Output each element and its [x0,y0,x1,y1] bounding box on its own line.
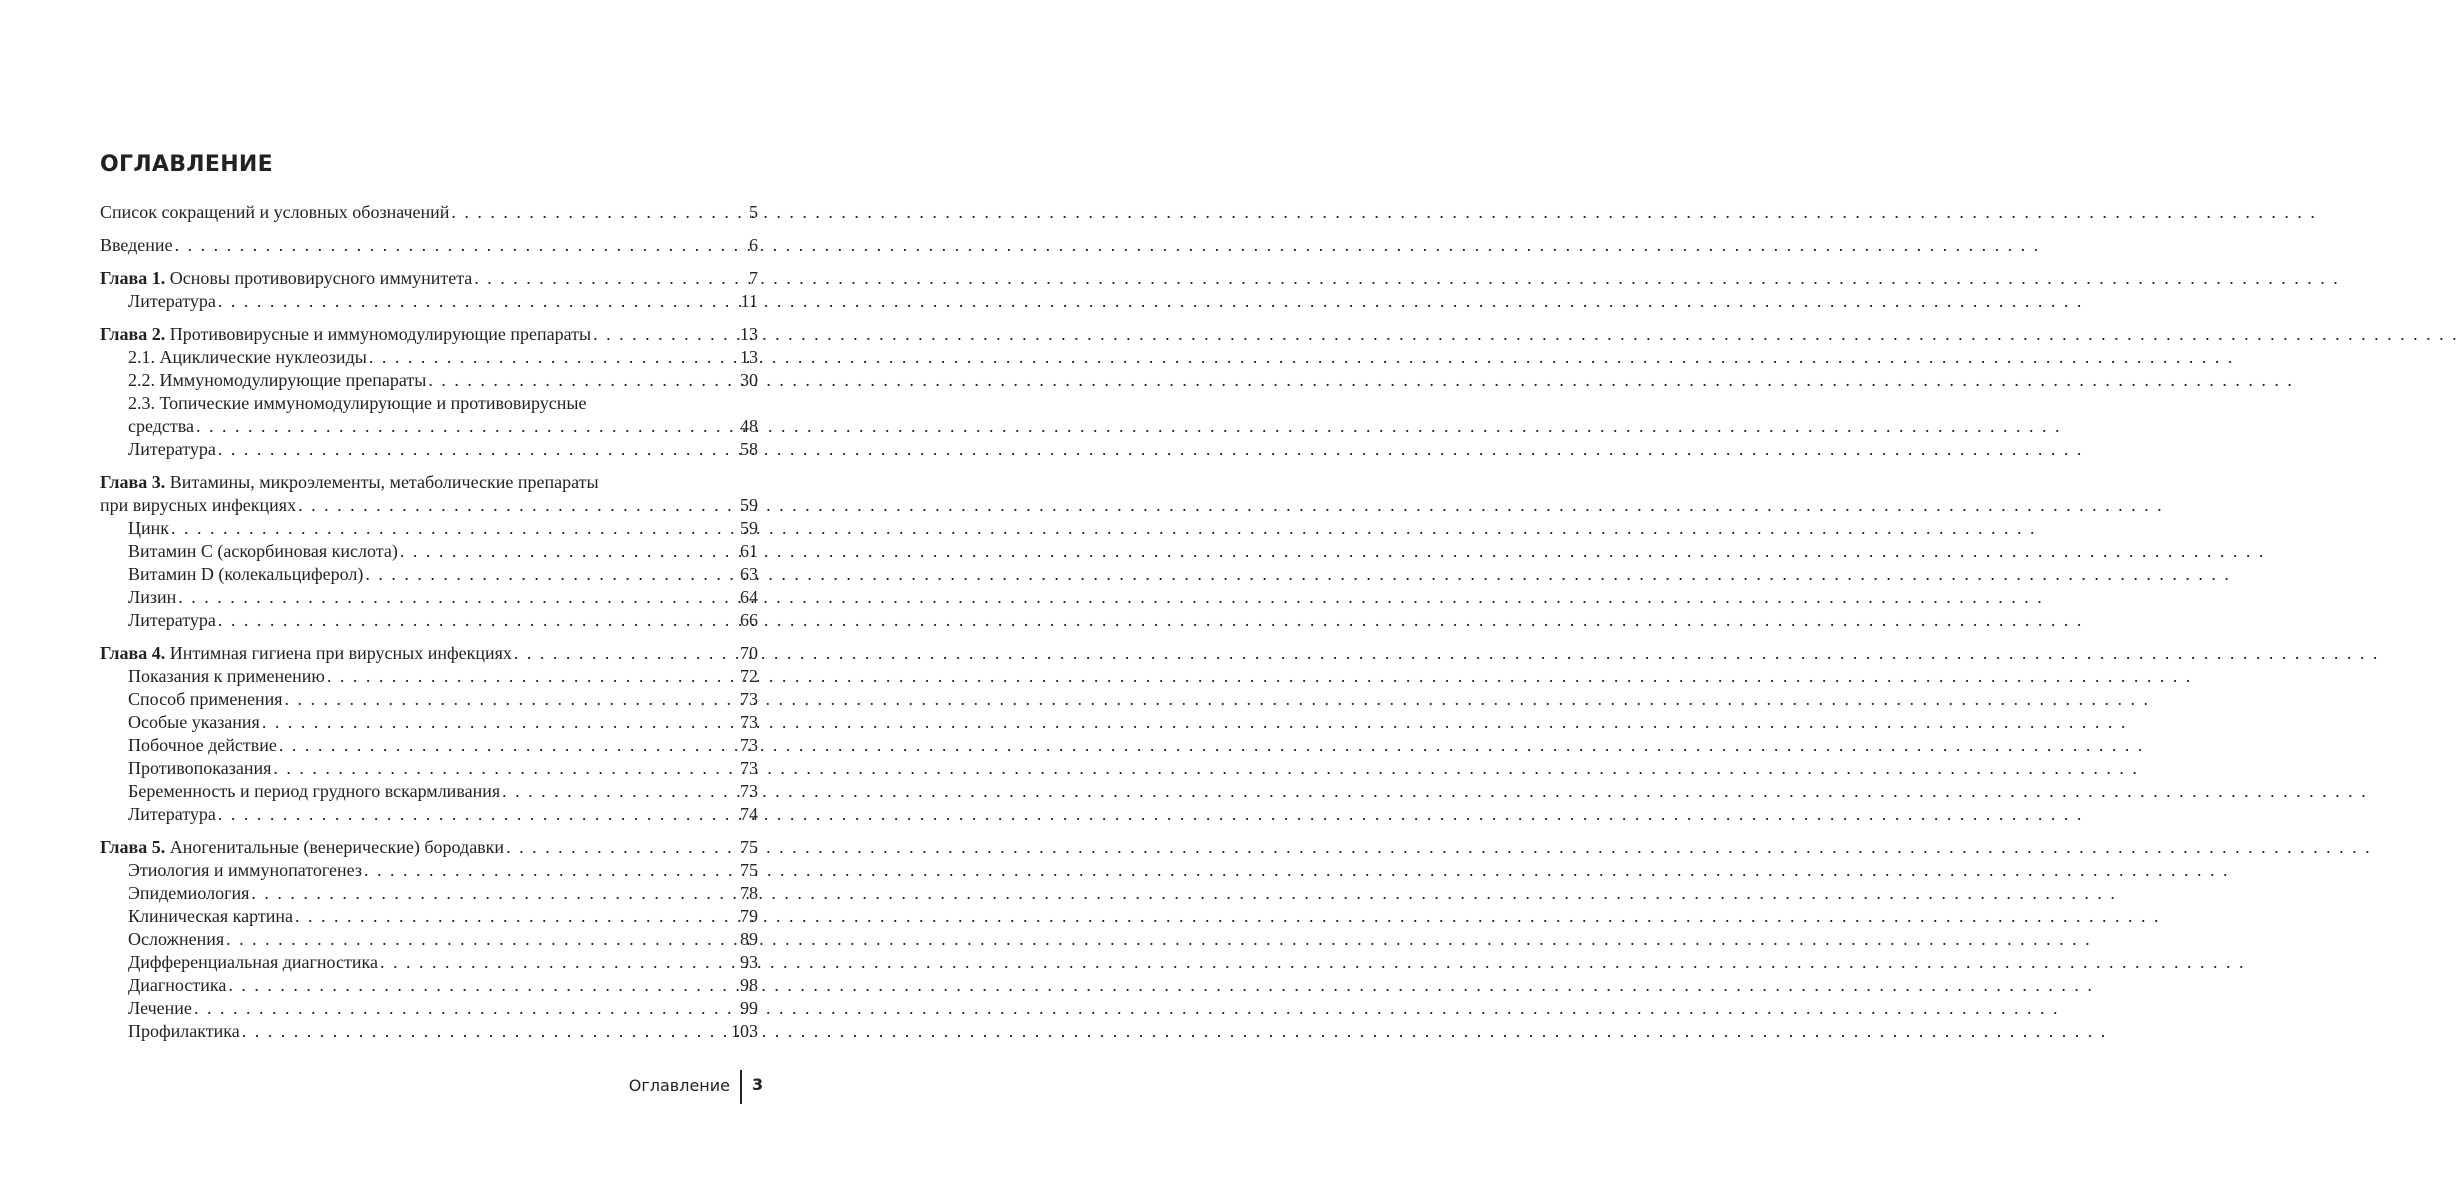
toc-chapter-4[interactable] [100,642,758,665]
toc-page-number: 6 [749,235,758,255]
toc-page-number: 5 [749,202,758,222]
toc-entry[interactable] [100,757,758,780]
toc-page-number: 61 [740,541,758,561]
toc-page-number: 30 [740,370,758,390]
toc-entry-label: Витамин C (аскорбиновая кислота) [128,541,398,561]
toc-chapter-3[interactable] [100,471,758,494]
toc-entry-label: Побочное действие [128,735,277,755]
chapter-5-group [100,836,758,1043]
toc-entry-label: Дифференциальная диагностика [128,952,378,972]
toc-entry[interactable] [100,517,758,540]
dot-leader [365,563,735,586]
toc-entry-label: 2.1. Ациклические нуклеозиды [128,347,367,367]
toc-page-number: 73 [740,735,758,755]
toc-entry[interactable] [100,540,758,563]
toc-page-number: 11 [740,291,758,311]
toc-entry-literature[interactable] [100,438,758,461]
toc-entry-label: Витамин D (колекальциферол) [128,564,364,584]
dot-leader [218,438,735,461]
toc-page-number: 13 [740,324,758,344]
toc-page-number: 64 [740,587,758,607]
toc-page-number: 48 [740,416,758,436]
dot-leader [285,688,735,711]
toc-entry-label: средства [128,416,195,436]
chapter-title: Основы противовирусного иммунитета [169,268,473,288]
toc-entry[interactable] [100,951,758,974]
toc-chapter-1[interactable] [100,267,758,290]
toc-entry-abbreviations[interactable] [100,201,758,224]
toc-page-number: 89 [740,929,758,949]
toc-entry-label: 2.2. Иммуномодулирующие препараты [128,370,427,390]
toc-page-number: 73 [740,758,758,778]
toc-entry-label: Клиническая картина [128,906,293,926]
dot-leader [171,517,735,540]
toc-entry[interactable] [100,974,758,997]
toc-entry-label: Литература [128,291,216,311]
toc-entry-label: Лизин [128,587,177,607]
dot-leader [428,369,735,392]
toc-entry[interactable] [100,882,758,905]
chapter-title: Аногенитальные (венерические) бородавки [169,837,505,857]
toc-page-number: 70 [740,643,758,663]
toc-entry[interactable] [100,665,758,688]
toc-entry[interactable] [100,905,758,928]
toc-page-number: 59 [740,518,758,538]
toc-page-number: 72 [740,666,758,686]
dot-leader [327,665,735,688]
page-footer [560,1066,764,1106]
toc-page-number: 7 [749,268,758,288]
dot-leader [502,780,735,803]
dot-leader [194,997,735,1020]
toc-page-number: 75 [740,837,758,857]
chapter-title: Витамины, микроэлементы, метаболические препараты [169,472,599,492]
toc-entry-label: Особые указания [128,712,260,732]
toc-entry-introduction[interactable] [100,234,758,257]
toc-entry-label: Список сокращений и условных обозначений [100,202,450,222]
toc-page-number: 103 [731,1021,758,1041]
toc-page-number: 63 [740,564,758,584]
toc-chapter-3-continued[interactable] [100,494,758,517]
toc-entry-label: Противопоказания [128,758,272,778]
toc-entry-section[interactable] [100,346,758,369]
toc-entry-label-line[interactable]: 2.3. Топические иммуномодулирующие и противовирусные [128,393,587,413]
toc-entry[interactable] [100,734,758,757]
toc-page-number: 74 [740,804,758,824]
dot-leader [218,290,736,313]
dot-leader [273,757,735,780]
chapter-number: Глава 2. [100,324,166,344]
toc-entry[interactable] [100,859,758,882]
dot-leader [251,882,735,905]
toc-page-number: 66 [740,610,758,630]
toc-entry-label: Осложнения [128,929,225,949]
dot-leader [218,609,735,632]
toc-entry[interactable] [100,997,758,1020]
toc-page-number: 79 [740,906,758,926]
chapter-heading [100,323,591,346]
dot-leader [279,734,735,757]
toc-entry-label: Профилактика [128,1021,240,1041]
chapter-title: при вирусных инфекциях [100,495,297,515]
toc-page-number: 73 [740,689,758,709]
dot-leader [295,905,735,928]
chapter-title: Противовирусные и иммуномодулирующие препараты [169,324,592,344]
running-footer-title: Оглавление [628,1076,730,1095]
chapter-number: Глава 5. [100,837,166,857]
toc-entry-label: Показания к применению [128,666,325,686]
toc-entry-literature[interactable] [100,803,758,826]
toc-page-number: 99 [740,998,758,1018]
toc-page-number: 75 [740,860,758,880]
chapter-1-group [100,267,758,313]
dot-leader [400,540,735,563]
toc-entry-label: Этиология и иммунопатогенез [128,860,362,880]
toc-page-number: 93 [740,952,758,972]
dot-leader [218,803,735,826]
dot-leader [380,951,735,974]
toc-entry-label: Литература [128,439,216,459]
toc-page-number: 98 [740,975,758,995]
toc-page-number: 13 [740,347,758,367]
dot-leader [298,494,735,517]
dot-leader [242,1020,726,1043]
toc-page-number: 58 [740,439,758,459]
dot-leader [178,586,735,609]
dot-leader [514,642,735,665]
page-title: ОГЛАВЛЕНИЕ [100,152,273,177]
toc-page-number: 59 [740,495,758,515]
toc-entry-label: Цинк [128,518,170,538]
page-number: 3 [752,1075,764,1094]
chapter-heading [100,642,512,665]
dot-leader [262,711,735,734]
toc-entry-literature[interactable] [100,609,758,632]
toc-entry-label: Способ применения [128,689,283,709]
toc-entry-label: Введение [100,235,173,255]
toc-entry-label: Лечение [128,998,192,1018]
dot-leader [451,201,744,224]
toc-page-number: 78 [740,883,758,903]
dot-leader [196,415,735,438]
toc-page-number: 73 [740,781,758,801]
toc-entry[interactable] [100,586,758,609]
chapter-title: Интимная гигиена при вирусных инфекциях [169,643,512,663]
toc-entry-label: Эпидемиология [128,883,250,903]
toc-entry[interactable] [100,563,758,586]
chapter-heading [100,267,472,290]
chapter-number: Глава 1. [100,268,166,288]
dot-leader [226,928,735,951]
toc-entry[interactable] [100,928,758,951]
chapter-number: Глава 3. [100,472,166,492]
chapter-heading [100,836,504,859]
footer-divider [740,1070,742,1104]
dot-leader [593,323,735,346]
toc-entry[interactable] [100,780,758,803]
toc-entry-label: Литература [128,610,216,630]
toc-entry[interactable] [100,1020,758,1043]
toc-entry-literature[interactable] [100,290,758,313]
toc-entry-label: Диагностика [128,975,227,995]
toc-page-number: 73 [740,712,758,732]
dot-leader [506,836,735,859]
toc-entry-label: Литература [128,804,216,824]
chapter-number: Глава 4. [100,643,166,663]
dot-leader [369,346,735,369]
dot-leader [364,859,735,882]
chapter-4-group [100,642,758,826]
toc-entry-section[interactable] [100,415,758,438]
dot-leader [175,234,744,257]
toc-chapter-2[interactable] [100,323,758,346]
toc-entry[interactable] [100,688,758,711]
toc-entry-label: Беременность и период грудного вскармливания [128,781,501,801]
toc-entry-section[interactable] [100,369,758,392]
toc-entry[interactable] [100,711,758,734]
dot-leader [228,974,735,997]
table-of-contents [100,201,758,1043]
toc-chapter-5[interactable] [100,836,758,859]
chapter-3-group [100,471,758,632]
chapter-2-group [100,323,758,461]
dot-leader [474,267,744,290]
